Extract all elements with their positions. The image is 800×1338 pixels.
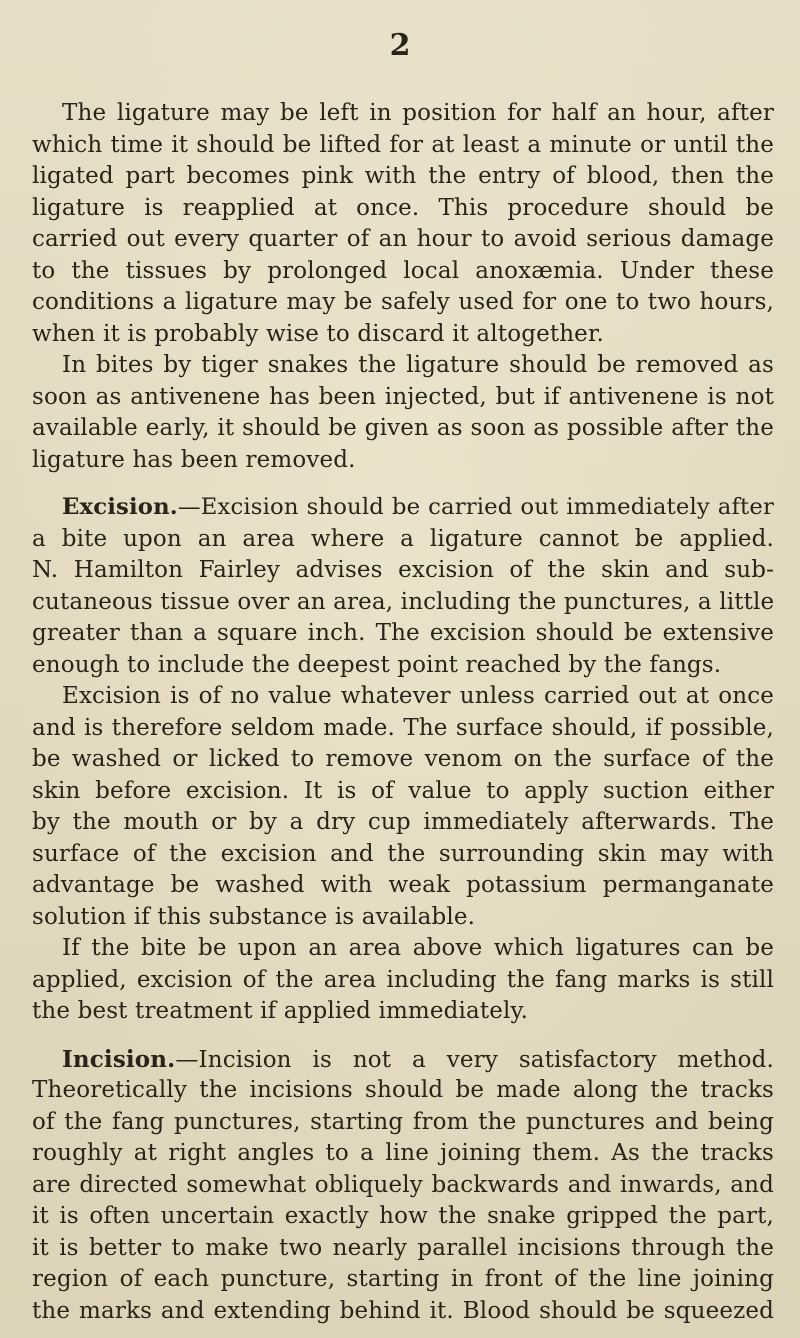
text-line: soon as antivenene has been injected, but if antivenene is not	[32, 383, 774, 410]
text-line: skin before excision. It is of value to apply suction either	[32, 777, 774, 804]
text-line	[32, 1044, 774, 1076]
text-line: region of each puncture, starting in front of the line joining	[32, 1266, 774, 1292]
text-line: are directed somewhat obliquely backwards and inwards, and	[32, 1171, 774, 1198]
text-line: carried out every quarter of an hour to avoid serious damage	[32, 226, 774, 252]
text-line: solution if this substance is available.	[32, 903, 476, 930]
text-line: it is often uncertain exactly how the snake gripped the part,	[32, 1203, 774, 1229]
text-line: enough to include the deepest point reached by the fangs.	[32, 651, 722, 678]
paragraph-excision-value	[32, 681, 774, 933]
paragraph-ligature-timing	[32, 98, 774, 350]
section-excision	[32, 492, 774, 681]
paragraph-tiger-snakes	[32, 350, 774, 476]
text-line: N. Hamilton Fairley advises excision of the skin and sub-	[32, 557, 774, 583]
body-text	[32, 98, 774, 1327]
text-line: ligature has been removed.	[32, 446, 356, 473]
text-line: ligature is reapplied at once. This procedure should be	[32, 194, 774, 221]
text-line: advantage be washed with weak potassium permanganate	[32, 872, 774, 898]
text-run: —Excision should be carried out immediately after	[177, 494, 774, 520]
text-line: it is better to make two nearly parallel incisions through the	[32, 1234, 774, 1261]
text-line: the marks and extending behind it. Blood should be squeezed	[32, 1297, 774, 1324]
section-incision	[32, 1044, 774, 1328]
text-line: Theoretically the incisions should be made along the tracks	[32, 1077, 774, 1103]
text-line: surface of the excision and the surrounding skin may with	[32, 840, 774, 867]
text-line: which time it should be lifted for at least a minute or until the	[32, 131, 774, 158]
section-heading-excision: Excision.	[62, 494, 178, 520]
text-line: a bite upon an area where a ligature cannot be applied.	[32, 525, 774, 552]
text-line: Excision is of no value whatever unless carried out at once	[62, 683, 774, 709]
text-line: applied, excision of the area including the fang marks is still	[32, 966, 774, 993]
text-line: greater than a square inch. The excision should be extensive	[32, 620, 774, 646]
text-line: and is therefore seldom made. The surface should, if possible,	[32, 714, 774, 741]
text-line: by the mouth or by a dry cup immediately afterwards. The	[32, 809, 774, 835]
text-line: be washed or licked to remove venom on the surface of the	[32, 746, 774, 772]
text-line: cutaneous tissue over an area, including the punctures, a little	[32, 588, 775, 615]
text-line: of the fang punctures, starting from the punctures and being	[32, 1108, 774, 1135]
text-line: In bites by tiger snakes the ligature should be removed as	[62, 352, 774, 378]
text-line: The ligature may be left in position for half an hour, after	[62, 100, 774, 126]
text-line: the best treatment if applied immediately.	[32, 998, 529, 1024]
text-line: available early, it should be given as soon as possible after the	[32, 415, 774, 441]
text-line: roughly at right angles to a line joining them. As the tracks	[32, 1140, 774, 1166]
text-line	[32, 492, 774, 524]
page-number: 2	[389, 28, 411, 63]
text-line: ligated part becomes pink with the entry of blood, then the	[32, 163, 774, 189]
paragraph-excision-area	[32, 933, 774, 1028]
text-line: If the bite be upon an area above which ligatures can be	[62, 935, 774, 961]
text-line: when it is probably wise to discard it altogether.	[32, 320, 605, 347]
text-run: —Incision is not a very satisfactory method.	[175, 1046, 774, 1073]
text-line: to the tissues by prolonged local anoxæmia. Under these	[32, 257, 774, 284]
section-heading-incision: Incision.	[62, 1045, 176, 1073]
text-line: conditions a ligature may be safely used for one to two hours,	[32, 289, 774, 315]
